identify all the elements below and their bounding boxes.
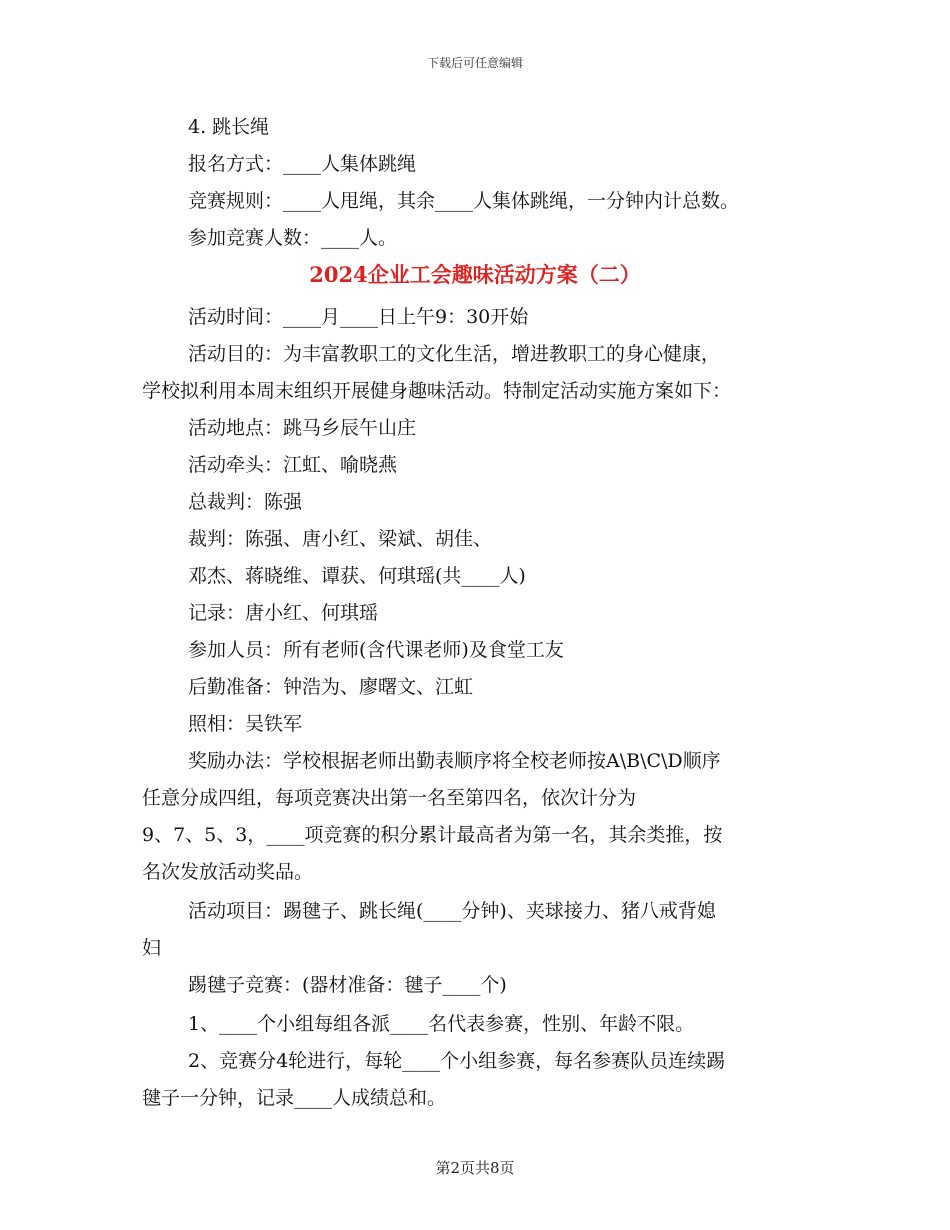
participant-count: 参加竞赛人数：____人。 xyxy=(188,227,398,249)
chief-judge: 总裁判：陈强 xyxy=(188,491,303,513)
reward-line-3: 9、7、5、3，____项竞赛的积分累计最高者为第一名，其余类推，按 xyxy=(142,824,723,846)
reward-line-2: 任意分成四组，每项竞赛决出第一名至第四名，依次计分为 xyxy=(142,787,637,809)
shuttlecock-heading: 踢毽子竞赛：(器材准备：毽子____个) xyxy=(188,974,507,996)
shuttlecock-rule-2-line-2: 毽子一分钟，记录____人成绩总和。 xyxy=(142,1087,447,1109)
judges-line-1: 裁判：陈强、唐小红、梁斌、胡佳、 xyxy=(188,528,493,550)
page-number: 第2页共8页 xyxy=(435,1159,515,1177)
activity-purpose-line-2: 学校拟利用本周末组织开展健身趣味活动。特制定活动实施方案如下： xyxy=(142,380,732,402)
signup-method: 报名方式：____人集体跳绳 xyxy=(188,153,417,175)
events-line-1: 活动项目：踢毽子、跳长绳(____分钟)、夹球接力、猪八戒背媳 xyxy=(188,900,716,922)
document-title: 2024企业工会趣味活动方案（二） xyxy=(309,262,641,287)
photographer: 照相：吴铁军 xyxy=(188,713,303,735)
activity-time: 活动时间：____月____日上午9：30开始 xyxy=(188,306,529,328)
shuttlecock-rule-1: 1、____个小组每组各派____名代表参赛，性别、年龄不限。 xyxy=(188,1013,695,1035)
activity-leads: 活动牵头：江虹、喻晓燕 xyxy=(188,454,398,476)
reward-line-4: 名次发放活动奖品。 xyxy=(142,861,314,883)
attendees: 参加人员：所有老师(含代课老师)及食堂工友 xyxy=(188,639,564,661)
judges-line-2: 邓杰、蒋晓维、谭获、何琪瑶(共____人) xyxy=(188,565,526,587)
competition-rules: 竞赛规则：____人甩绳，其余____人集体跳绳，一分钟内计总数。 xyxy=(188,190,740,212)
events-line-2: 妇 xyxy=(142,937,162,959)
reward-line-1: 奖励办法：学校根据老师出勤表顺序将全校老师按A\B\C\D顺序 xyxy=(188,750,721,772)
activity-location: 活动地点：跳马乡辰午山庄 xyxy=(188,417,417,439)
shuttlecock-rule-2-line-1: 2、竞赛分4轮进行，每轮____个小组参赛，每名参赛队员连续踢 xyxy=(188,1050,726,1072)
item-jump-rope: 4. 跳长绳 xyxy=(188,116,270,138)
activity-purpose-line-1: 活动目的：为丰富教职工的文化生活，增进教职工的身心健康， xyxy=(188,343,721,365)
header-note: 下载后可任意编辑 xyxy=(426,56,523,70)
logistics: 后勤准备：钟浩为、廖曙文、江虹 xyxy=(188,676,474,698)
recorders: 记录：唐小红、何琪瑶 xyxy=(188,602,379,624)
